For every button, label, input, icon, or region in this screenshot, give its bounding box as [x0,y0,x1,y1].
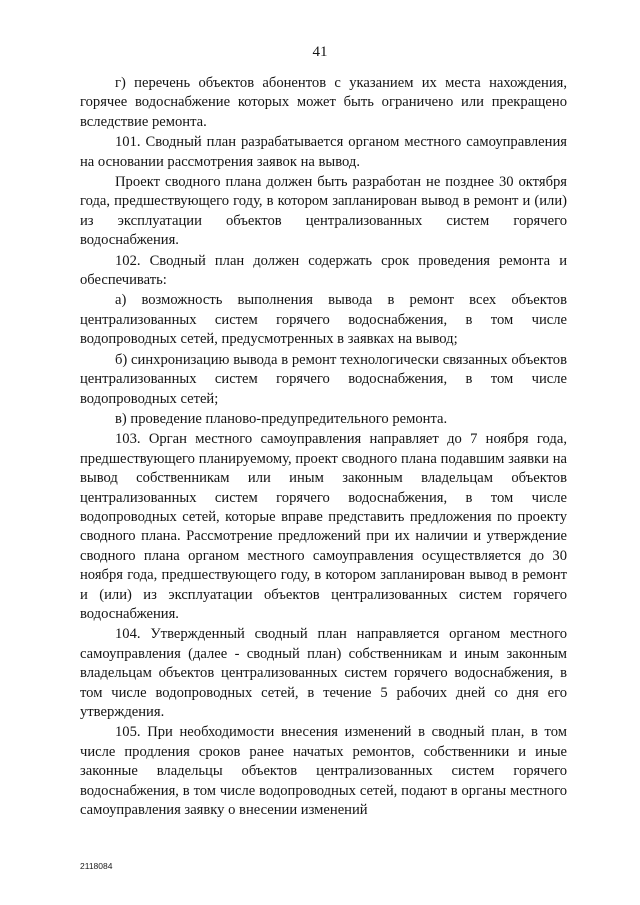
paragraph-102: 102. Сводный план должен содержать срок проведения ремонта и обеспечивать: [80,252,567,289]
paragraph-102-v: в) проведение планово-предупредительного ремонта. [115,410,448,427]
paragraph-101: 101. Сводный план разрабатывается органом местного самоуправления на основании рассмотрения заявок на вывод. [80,134,567,170]
paragraph-102-a: а) возможность выполнения вывода в ремонт всех объектов централизованных систем горячего водоснабжения, в том числе водопроводных сетей, предусмотренных в заявках на вывод; [80,292,567,348]
page-number: 41 [312,44,328,60]
paragraph-101-draft: Проект сводного плана должен быть разработан не позднее 30 октября года, предшествующего году, в котором запланирован вывод в ремонт и (или) из эксплуатации объектов централизованных систем горячего водоснабжения. [80,174,567,249]
paragraph-102-b: б) синхронизацию вывода в ремонт технологически связанных объектов централизованных систем горячего водоснабжения, в том числе водопроводных сетей; [80,351,567,407]
paragraph-103: 103. Орган местного самоуправления направляет до 7 ноября года, предшествующего планируемому, проект сводного плана подавшим заявки на вывод собственникам или иным законным владельцам объектов централизованных систем горячего водоснабжения, в том числе водопроводных сетей, которые вправе представить предложения по проекту сводного плана. Рассмотрение предложений при их наличии и утверждение сводного плана органом местного самоуправления осуществляется до 30 ноября года, предшествующего году, в котором запланирован вывод в ремонт и (или) из эксплуатации объектов централизованных систем горячего водоснабжения. [80,431,567,622]
paragraph-105: 105. При необходимости внесения изменений в сводный план, в том числе продления сроков ранее начатых ремонтов, собственники и иные законные владельцы объектов централизованных систем горячего водоснабжения, в том числе водопроводных сетей, подают в органы местного самоуправления заявку о внесении изменений [80,724,567,819]
paragraph-104: 104. Утвержденный сводный план направляется органом местного самоуправления (далее - сводный план) собственникам и иным законным владельцам объектов централизованных систем горячего водоснабжения, в том числе водопроводных сетей, в течение 5 рабочих дней со дня его утверждения. [80,626,567,720]
paragraph-item-g: г) перечень объектов абонентов с указанием их места нахождения, горячее водоснабжение которых может быть ограничено или прекращено вследствие ремонта. [80,75,567,130]
document-code: 2118084 [80,861,113,871]
document-body [80,74,567,821]
